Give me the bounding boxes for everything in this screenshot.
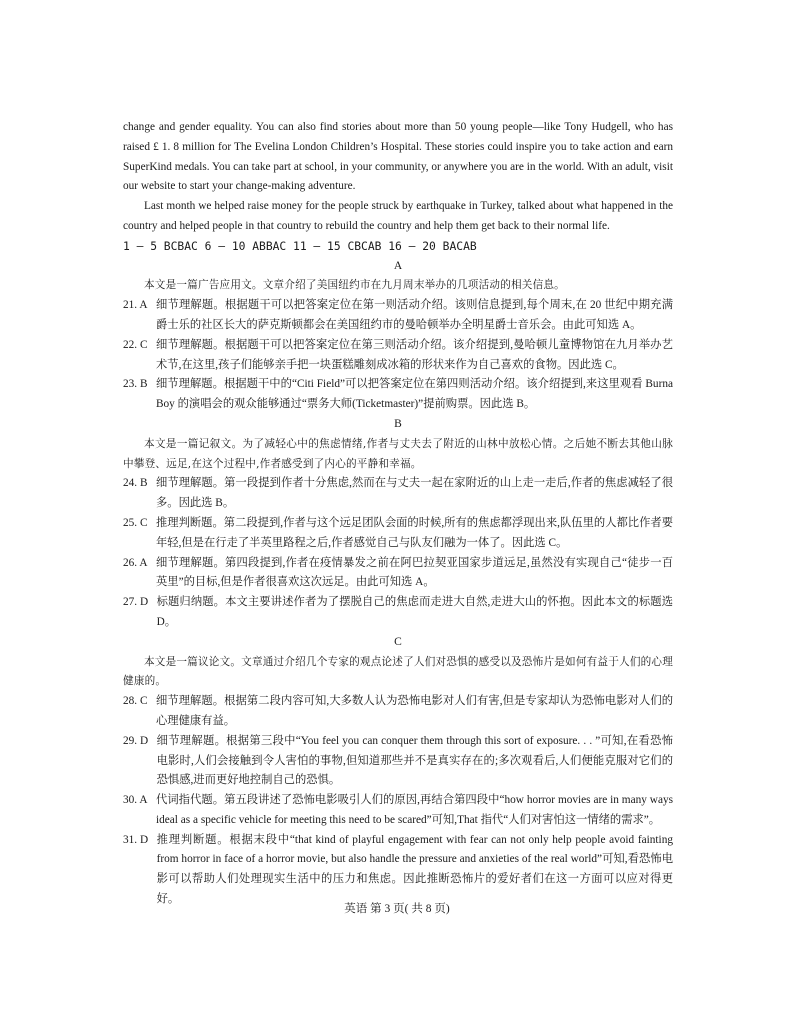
answer-number: 29. D [123, 734, 149, 747]
answer-number: 28. C [123, 695, 148, 708]
answer-item [123, 375, 673, 415]
answer-explanation: 细节理解题。根据第三段中“You feel you can conquer them through this sort of exposure. . . ”可知,在看恐怖电影时,人们会接触到令人害怕的事物,但知道那些并不是真实存在的;多次观看后,人们便能克服对它们的恐惧感,进而更好地控制自己的恐惧。 [156, 734, 673, 787]
answer-explanation: 细节理解题。根据题干可以把答案定位在第一则活动介绍。该则信息提到,每个周末,在 20 世纪中期充满爵士乐的社区长大的萨克斯顿都会在美国纽约市的曼哈顿举办全明星爵士音乐会。由此可知选 A。 [155, 299, 673, 331]
section-letter: B [394, 417, 402, 430]
answer-explanation: 标题归纳题。本文主要讲述作者为了摆脱自己的焦虑而走进大自然,走进大山的怀抱。因此本文的标题选 D。 [156, 596, 673, 628]
answer-item [123, 514, 673, 554]
section-intro: 本文是一篇广告应用文。文章介绍了美国纽约市在九月周末举办的几项活动的相关信息。 [144, 279, 565, 292]
answer-explanation: 推理判断题。根据末段中“that kind of playful engagement with fear can not only help people avoid fainting from horror in face of a horror movie, but also handle the pressure and anxieties of the real world”可知,看恐怖电影可以帮助人们处理现实生活中的压力和焦虑。因此推断恐怖片的爱好者们在这一方面可以应对得更好。 [156, 833, 673, 906]
section-intro: 本文是一篇记叙文。为了减轻心中的焦虑情绪,作者与丈夫去了附近的山林中放松心情。之后她不断去其他山脉中攀登、远足,在这个过程中,作者感受到了内心的平静和幸福。 [123, 437, 673, 470]
answer-explanation: 代词指代题。第五段讲述了恐怖电影吸引人们的原因,再结合第四段中“how horror movies are in many ways ideal as a specific vehicle for meeting this need to be scared”可知,That 指代“人们对害怕这一情绪的需求”。 [155, 794, 673, 826]
page-footer: 英语 第 3 页( 共 8 页) [344, 903, 450, 915]
answer-number: 24. B [123, 477, 148, 490]
answer-number: 26. A [123, 556, 148, 569]
answer-number: 21. A [123, 299, 148, 312]
answer-explanation: 细节理解题。根据第二段内容可知,大多数人认为恐怖电影对人们有害,但是专家却认为恐怖电影对人们的心理健康有益。 [155, 695, 673, 727]
answer-number: 30. A [123, 794, 148, 807]
section-letter: A [393, 259, 403, 272]
passage-paragraph: change and gender equality. You can also find stories about more than 50 young people—like Tony Hudgell, who has raised £ 1. 8 million for The Evelina London Children’s Hospital. These stories could inspire you to take action and earn SuperKind medals. You can take part at school, in your community, or anywhere you are in the world. With an adult, visit our website to start your change-making adventure. [123, 121, 673, 193]
answer-item [123, 791, 673, 831]
answer-number: 25. C [123, 516, 148, 529]
answer-item [123, 336, 673, 376]
answer-explanation: 细节理解题。第一段提到作者十分焦虑,然而在与丈夫一起在家附近的山上走一走后,作者的焦虑减轻了很多。因此选 B。 [155, 477, 673, 510]
answer-explanation: 细节理解题。根据题干可以把答案定位在第三则活动介绍。该介绍提到,曼哈顿儿童博物馆在九月举办艺术节,在这里,孩子们能够亲手把一块蛋糕雕刻成冰箱的形状来作为自己喜欢的食物。因此选 C。 [155, 338, 673, 371]
answer-explanation: 细节理解题。根据题干中的“Citi Field”可以把答案定位在第四则活动介绍。该介绍提到,来这里观看 Burna Boy 的演唱会的观众能够通过“票务大师(Ticketmaster)”提前购票。因此选 B。 [155, 378, 673, 411]
page-content [123, 118, 673, 910]
answer-number: 23. B [123, 378, 148, 391]
answer-item [123, 554, 673, 594]
section-intro: 本文是一篇议论文。文章通过介绍几个专家的观点论述了人们对恐惧的感受以及恐怖片是如何有益于人们的心理健康的。 [123, 655, 673, 688]
answer-number: 31. D [123, 833, 149, 846]
answer-item [123, 296, 673, 336]
answer-item [123, 732, 673, 791]
passage-paragraph: Last month we helped raise money for the people struck by earthquake in Turkey, talked about what happened in the country and helped people in that country to rebuild the country and help them get back to their normal life. [123, 200, 673, 232]
answer-item [123, 692, 673, 732]
answer-item [123, 474, 673, 514]
answers-summary: 1 – 5 BCBAC 6 – 10 ABBAC 11 – 15 CBCAB 16 – 20 BACAB [123, 239, 477, 253]
answer-explanation: 细节理解题。第四段提到,作者在疫情暴发之前在阿巴拉契亚国家步道远足,虽然没有实现自己“徒步一百英里”的目标,但是作者很喜欢这次远足。由此可知选 A。 [155, 556, 673, 589]
section-letter: C [394, 635, 402, 648]
answer-number: 22. C [123, 338, 148, 351]
answer-number: 27. D [123, 596, 149, 609]
answer-item [123, 831, 673, 910]
answer-item [123, 593, 673, 633]
answer-explanation: 推理判断题。第二段提到,作者与这个远足团队会面的时候,所有的焦虑都浮现出来,队伍里的人都比作者要年轻,但是在行走了半英里路程之后,作者感觉自己与队友们融为一体了。因此选 C。 [155, 516, 673, 549]
